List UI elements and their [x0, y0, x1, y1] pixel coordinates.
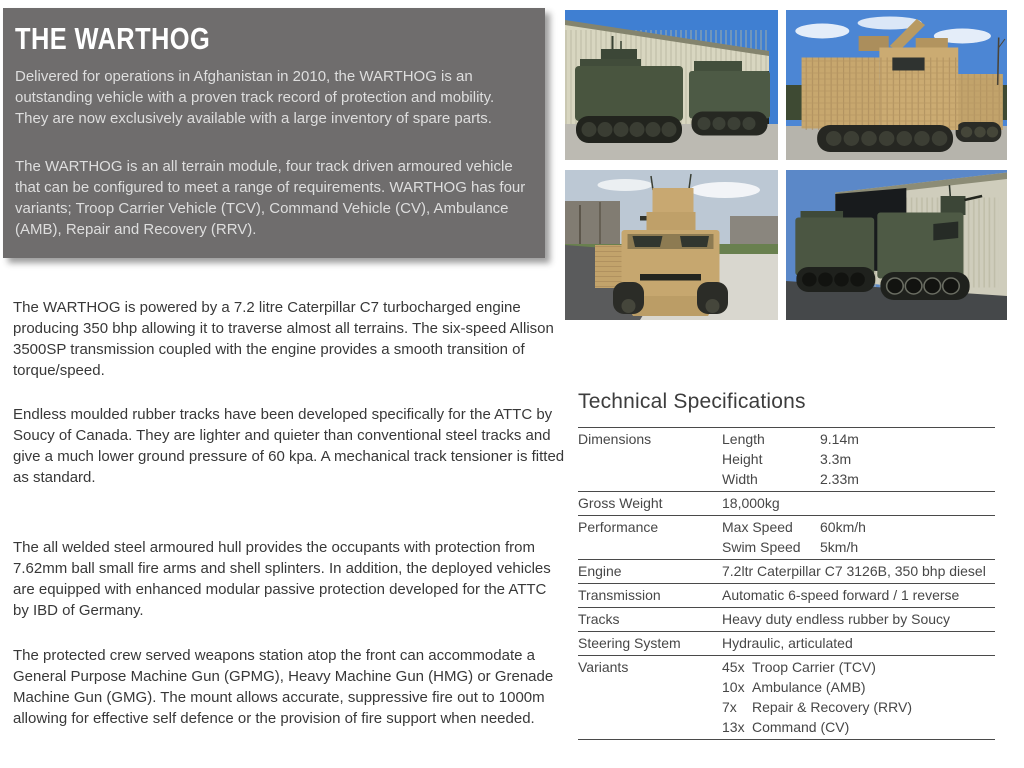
spec-sub: Swim Speed — [722, 539, 801, 555]
spec-value: Heavy duty endless rubber by Soucy — [722, 611, 951, 627]
spec-row-gross-weight — [578, 491, 995, 515]
spec-key: Performance — [578, 519, 659, 535]
spec-key: Tracks — [578, 611, 620, 627]
spec-value: 3.3m — [820, 451, 852, 467]
specs-table — [578, 427, 995, 740]
spec-row-transmission — [578, 583, 995, 607]
photo-sand-warthog-front-view — [565, 170, 778, 320]
spec-sub: Length — [722, 431, 765, 447]
intro-paragraph-2: The WARTHOG is an all terrain module, four track driven armoured vehicle that can be configured to meet a range of requirements. WARTHOG has four variants; Troop Carrier Vehicle (TCV), Command Vehicle (CV), Ambulance (AMB), Repair and Recovery (RRV). — [15, 158, 526, 238]
spec-key: Transmission — [578, 587, 661, 603]
spec-value: Hydraulic, articulated — [722, 635, 853, 651]
spec-value: 2.33m — [820, 471, 859, 487]
spec-sub: Height — [722, 451, 763, 467]
spec-value: Automatic 6-speed forward / 1 reverse — [722, 587, 960, 603]
intro-paragraph-1: Delivered for operations in Afghanistan in 2010, the WARTHOG is an outstanding vehicle with a proven track record of protection and mobility. They are now exclusively available with a large inventory of spare parts. — [15, 68, 495, 127]
spec-row-tracks — [578, 607, 995, 631]
photo-green-warthog-by-warehouse-door — [786, 170, 1007, 320]
spec-value: 9.14m — [820, 431, 859, 447]
body-paragraph-tracks: Endless moulded rubber tracks have been developed specifically for the ATTC by Soucy of Canada. They are lighter and quieter than conventional steel tracks and give a much lower ground pressure of 60 kpa. A mechanical track tensioner is fitted as standard. — [13, 406, 565, 486]
spec-sub: Width — [722, 471, 758, 487]
spec-value: 5km/h — [820, 539, 859, 555]
spec-row-steering-system — [578, 631, 995, 655]
spec-value: 7.2ltr Caterpillar C7 3126B, 350 bhp diesel — [722, 563, 986, 579]
spec-row-performance — [578, 515, 995, 559]
page-title: THE WARTHOG — [15, 21, 211, 56]
body-paragraph-weapons: The protected crew served weapons station atop the front can accommodate a General Purpose Machine Gun (GPMG), Heavy Machine Gun (HMG) or Grenade Machine Gun (GMG). The mount allows accurate, suppressive fire out to 1000m allowing for effective self defence or the provision of fire support when needed. — [13, 647, 554, 727]
spec-value: 60km/h — [820, 519, 866, 535]
spec-key: Variants — [578, 659, 629, 675]
body-paragraph-engine: The WARTHOG is powered by a 7.2 litre Caterpillar C7 turbocharged engine producing 350 bhp allowing it to traverse almost all terrains. The six-speed Allison 3500SP transmission coupled with the engine provides a smooth transition of torque/speed. — [13, 299, 554, 379]
spec-row-dimensions — [578, 427, 995, 491]
body-paragraph-hull: The all welded steel armoured hull provides the occupants with protection from 7.62mm ball small fire arms and shell splinters. In addition, the deployed vehicles are equipped with enhanced modular passive protection developed for the ATTC by IBD of Germany. — [13, 539, 551, 619]
spec-row-engine — [578, 559, 995, 583]
technical-specifications — [578, 390, 995, 740]
specs-heading: Technical Specifications — [578, 390, 806, 413]
spec-key: Engine — [578, 563, 622, 579]
photo-grid — [565, 10, 1007, 320]
spec-count: 7x — [722, 699, 737, 715]
spec-value: Repair & Recovery (RRV) — [752, 699, 913, 715]
spec-count: 45x — [722, 659, 745, 675]
spec-value: Troop Carrier (TCV) — [752, 659, 876, 675]
spec-key: Gross Weight — [578, 495, 663, 511]
intro-box — [3, 8, 545, 258]
spec-value: Command (CV) — [752, 719, 850, 735]
photo-green-warthogs-by-warehouse — [565, 10, 778, 160]
spec-row-variants — [578, 655, 995, 739]
spec-sub: Max Speed — [722, 519, 793, 535]
photo-sand-warthogs-with-bar-armour — [786, 10, 1007, 160]
spec-value: 18,000kg — [722, 495, 780, 511]
spec-count: 13x — [722, 719, 745, 735]
spec-count: 10x — [722, 679, 745, 695]
spec-key: Dimensions — [578, 431, 652, 447]
spec-key: Steering System — [578, 635, 681, 651]
spec-value: Ambulance (AMB) — [752, 679, 866, 695]
